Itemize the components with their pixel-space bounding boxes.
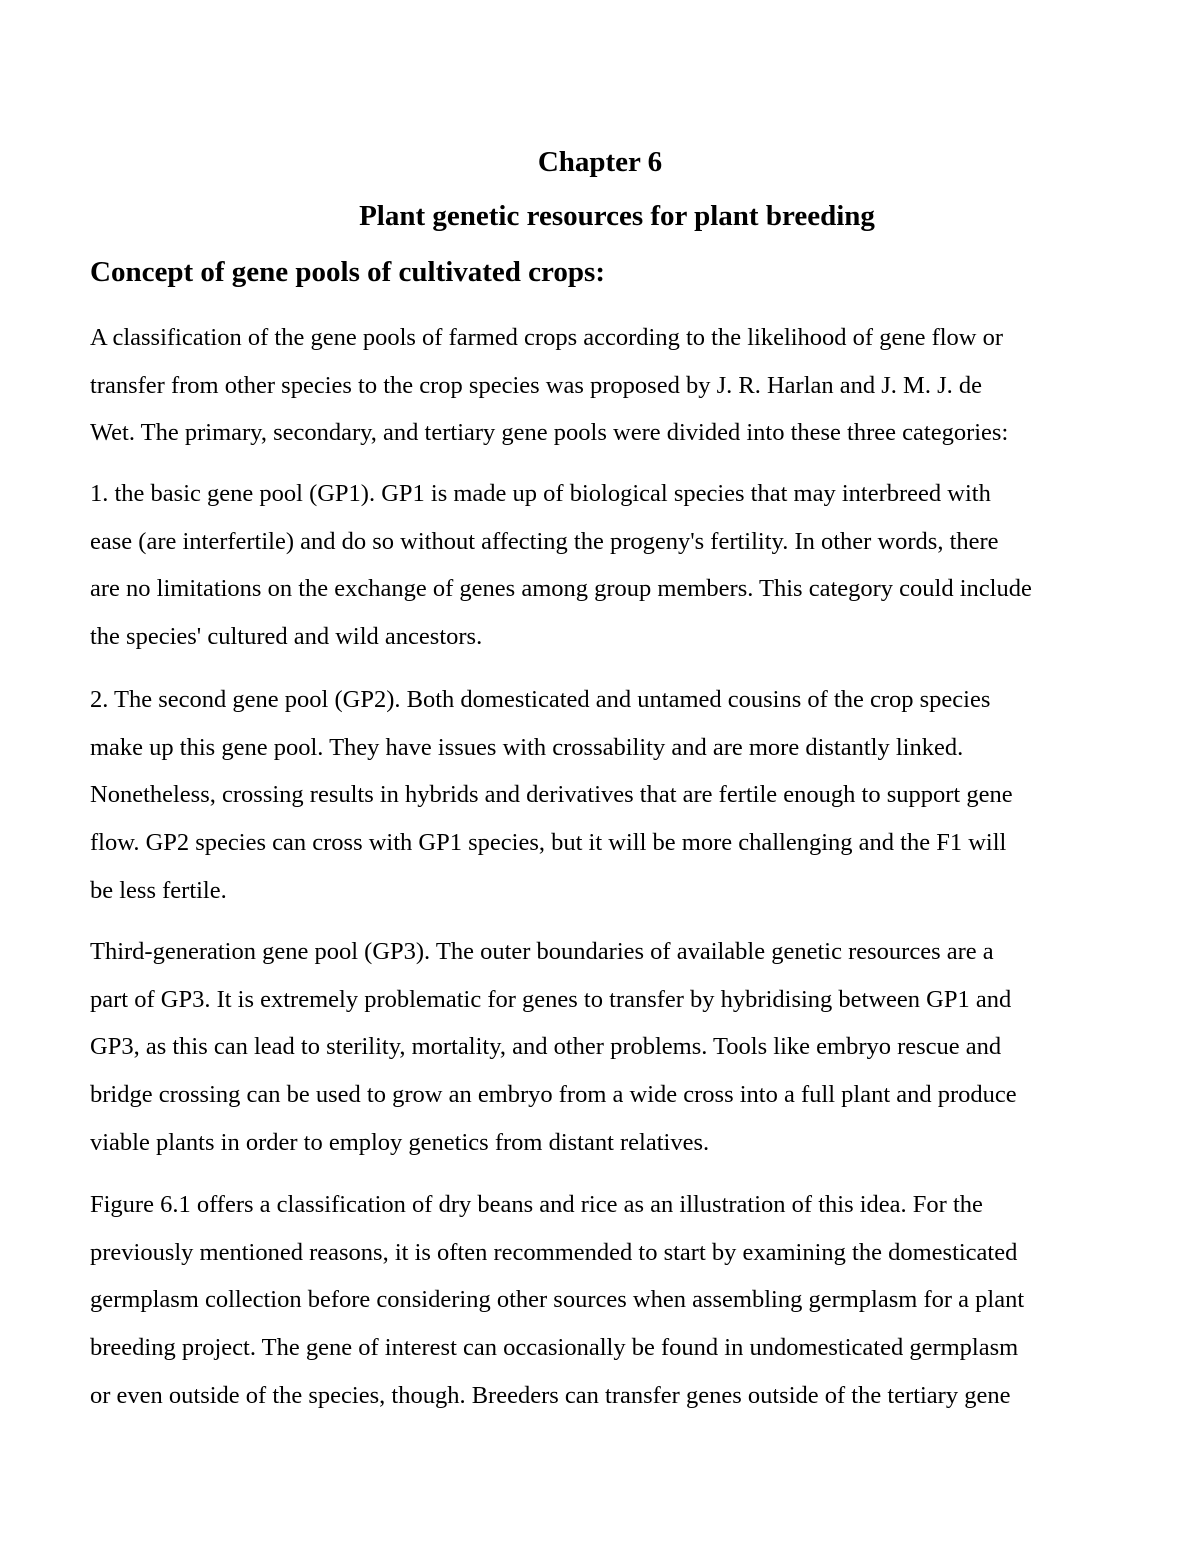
text-line: A classification of the gene pools of farmed crops according to the likelihood of gene flow or xyxy=(90,324,1004,351)
text-line: are no limitations on the exchange of genes among group members. This category could include xyxy=(90,575,1032,603)
paragraph-intro xyxy=(90,314,1170,457)
text-line: germplasm collection before considering other sources when assembling germplasm for a plant xyxy=(90,1286,1025,1314)
text-line: ease (are interfertile) and do so without affecting the progeny's fertility. In other words, there xyxy=(90,527,999,555)
text-line: 1. the basic gene pool (GP1). GP1 is made up of biological species that may interbreed with xyxy=(90,480,991,507)
text-line: transfer from other species to the crop species was proposed by J. R. Harlan and J. M. J. de xyxy=(90,371,982,399)
chapter-title: Chapter 6 xyxy=(537,146,663,178)
paragraph-gp1 xyxy=(90,470,1170,661)
text-line: 2. The second gene pool (GP2). Both domesticated and untamed cousins of the crop species xyxy=(90,686,991,713)
text-line: flow. GP2 species can cross with GP1 species, but it will be more challenging and the F1 will xyxy=(90,829,1007,857)
chapter-subtitle: Plant genetic resources for plant breeding xyxy=(359,200,875,232)
text-line: the species' cultured and wild ancestors. xyxy=(90,623,483,651)
text-line: viable plants in order to employ genetics from distant relatives. xyxy=(90,1128,710,1156)
paragraph-gp3 xyxy=(90,928,1170,1167)
text-line: Wet. The primary, secondary, and tertiary gene pools were divided into these three categories: xyxy=(90,419,1009,447)
text-line: Nonetheless, crossing results in hybrids and derivatives that are fertile enough to support gene xyxy=(90,781,1013,809)
text-line: previously mentioned reasons, it is often recommended to start by examining the domesticated xyxy=(90,1238,1018,1266)
text-line: be less fertile. xyxy=(90,876,227,904)
text-line: make up this gene pool. They have issues with crossability and are more distantly linked. xyxy=(90,733,964,761)
text-line: Third-generation gene pool (GP3). The outer boundaries of available genetic resources are a xyxy=(90,938,994,965)
text-line: bridge crossing can be used to grow an embryo from a wide cross into a full plant and produce xyxy=(90,1081,1017,1109)
text-line: or even outside of the species, though. Breeders can transfer genes outside of the tertiary gene xyxy=(90,1381,1011,1409)
section-heading: Concept of gene pools of cultivated crops: xyxy=(90,256,605,288)
text-line: breeding project. The gene of interest can occasionally be found in undomesticated germplasm xyxy=(90,1334,1019,1362)
text-line: GP3, as this can lead to sterility, mortality, and other problems. Tools like embryo rescue and xyxy=(90,1033,1002,1061)
paragraph-gp2 xyxy=(90,676,1170,915)
text-line: Figure 6.1 offers a classification of dry beans and rice as an illustration of this idea. For the xyxy=(90,1191,983,1218)
text-line: part of GP3. It is extremely problematic for genes to transfer by hybridising between GP1 and xyxy=(90,985,1012,1013)
paragraph-figure-reference xyxy=(90,1181,1170,1420)
